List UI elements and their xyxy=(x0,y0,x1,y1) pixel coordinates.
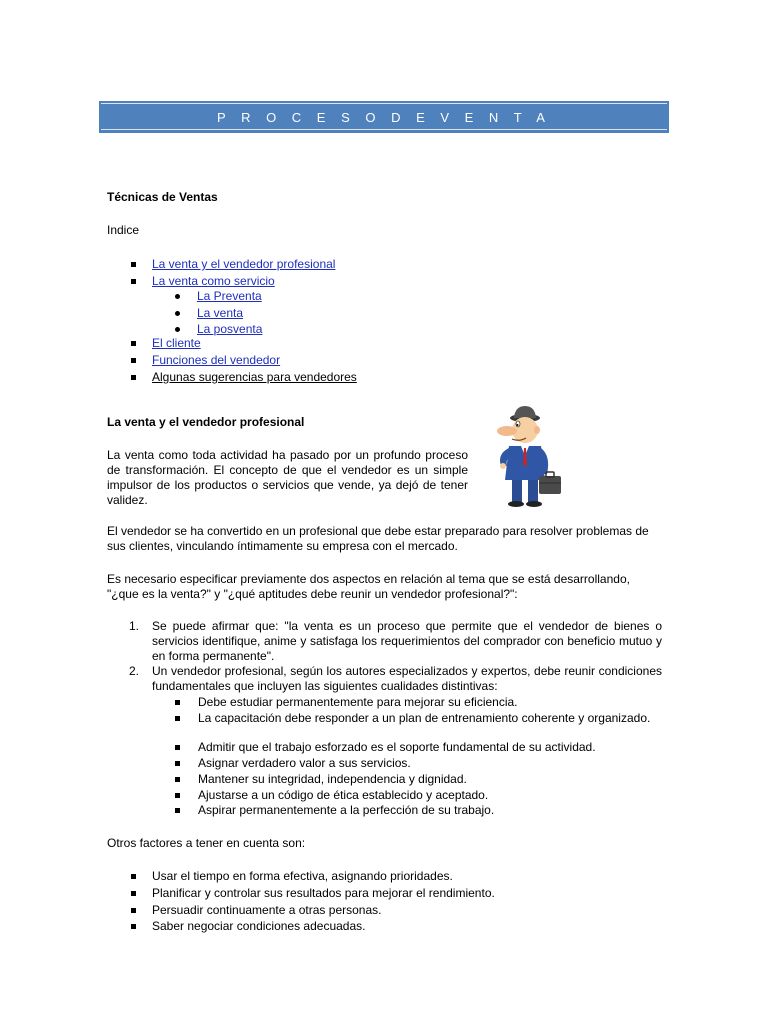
document-heading: Técnicas de Ventas xyxy=(107,190,218,204)
square-bullet-icon xyxy=(131,908,136,913)
index-link-cliente[interactable]: El cliente xyxy=(152,336,201,350)
factor-item: Saber negociar condiciones adecuadas. xyxy=(152,919,366,933)
paragraph-aspectos: Es necesario especificar previamente dos aspectos en relación al tema que se está desarrollando, "¿que es la venta?" y "¿qué aptitudes debe reunir un vendedor profesional?": xyxy=(107,572,630,601)
square-bullet-icon xyxy=(175,761,180,766)
quality-item: Ajustarse a un código de ética establecido y aceptado. xyxy=(198,788,489,802)
title-banner xyxy=(99,101,669,133)
factor-item: Planificar y controlar sus resultados para mejorar el rendimiento. xyxy=(152,886,495,900)
square-bullet-icon xyxy=(175,700,180,705)
paragraph-vendedor-profesional: El vendedor se ha convertido en un profesional que debe estar preparado para resolver problemas de sus clientes, vinculando íntimamente su empresa con el mercado. xyxy=(107,524,649,553)
other-factors-label: Otros factores a tener en cuenta son: xyxy=(107,836,306,850)
intro-paragraph: La venta como toda actividad ha pasado por un profundo proceso de transformación. El concepto de que el vendedor es un simple impulsor de los productos o servicios que vende, ya dejó de tener validez. xyxy=(107,448,468,507)
square-bullet-icon xyxy=(175,793,180,798)
quality-item: La capacitación debe responder a un plan de entrenamiento coherente y organizado. xyxy=(198,711,651,725)
index-link-posventa[interactable]: La posventa xyxy=(197,322,263,336)
square-bullet-icon xyxy=(175,716,180,721)
index-link-venta-vendedor[interactable]: La venta y el vendedor profesional xyxy=(152,257,336,271)
salesman-clipart-icon xyxy=(485,404,565,508)
square-bullet-icon xyxy=(175,777,180,782)
quality-item: Asignar verdadero valor a sus servicios. xyxy=(198,756,411,770)
quality-item: Aspirar permanentemente a la perfección de su trabajo. xyxy=(198,803,495,817)
index-link-venta[interactable]: La venta xyxy=(197,306,244,320)
square-bullet-icon xyxy=(131,279,136,284)
square-bullet-icon xyxy=(131,262,136,267)
quality-item: Debe estudiar permanentemente para mejorar su eficiencia. xyxy=(198,695,518,709)
list-number: 1. xyxy=(129,619,140,633)
round-bullet-icon xyxy=(175,327,180,332)
index-link-sugerencias[interactable]: Algunas sugerencias para vendedores xyxy=(152,370,357,384)
list-number: 2. xyxy=(129,664,140,678)
index-label: Indice xyxy=(107,223,140,237)
square-bullet-icon xyxy=(131,891,136,896)
section-heading: La venta y el vendedor profesional xyxy=(107,415,305,429)
quality-item: Mantener su integridad, independencia y dignidad. xyxy=(198,772,467,786)
square-bullet-icon xyxy=(175,745,180,750)
quality-item: Admitir que el trabajo esforzado es el soporte fundamental de su actividad. xyxy=(198,740,596,754)
square-bullet-icon xyxy=(131,874,136,879)
index-link-venta-servicio[interactable]: La venta como servicio xyxy=(152,274,275,288)
square-bullet-icon xyxy=(131,358,136,363)
numbered-item-2: Un vendedor profesional, según los autores especializados y expertos, debe reunir condiciones fundamentales que incluyen las siguientes cualidades distintivas: xyxy=(152,664,662,693)
banner-rule-bottom xyxy=(101,129,667,130)
factor-item: Usar el tiempo en forma efectiva, asignando prioridades. xyxy=(152,869,453,883)
factor-item: Persuadir continuamente a otras personas. xyxy=(152,903,382,917)
banner-title: P R O C E S O D E V E N T A xyxy=(217,110,551,125)
square-bullet-icon xyxy=(131,375,136,380)
square-bullet-icon xyxy=(175,808,180,813)
index-link-funciones[interactable]: Funciones del vendedor xyxy=(152,353,281,367)
numbered-item-1: Se puede afirmar que: "la venta es un proceso que permite que el vendedor de bienes o servicios identifique, anime y satisfaga los requerimientos del comprador con beneficio mutuo y en forma permanente". xyxy=(152,619,662,663)
round-bullet-icon xyxy=(175,311,180,316)
index-link-preventa[interactable]: La Preventa xyxy=(197,289,262,303)
square-bullet-icon xyxy=(131,341,136,346)
square-bullet-icon xyxy=(131,924,136,929)
round-bullet-icon xyxy=(175,294,180,299)
banner-rule-top xyxy=(101,103,667,104)
